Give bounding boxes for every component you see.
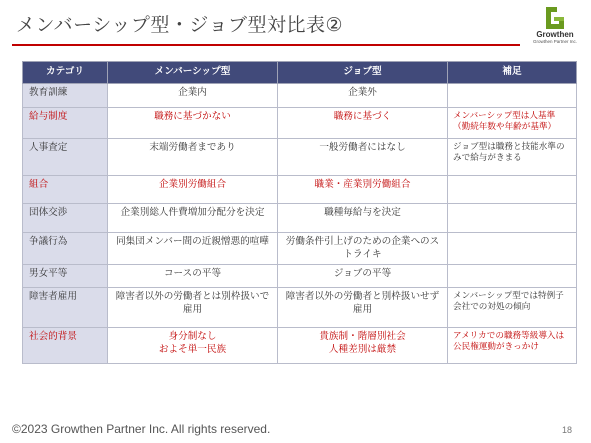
job-cell: 企業外 <box>278 84 448 108</box>
slide-title: メンバーシップ型・ジョブ型対比表② <box>16 14 344 36</box>
job-cell: 一般労働者にはなし <box>278 139 448 176</box>
note-cell <box>448 176 577 204</box>
company-logo <box>527 6 583 48</box>
table-row <box>23 176 577 204</box>
header-job: ジョブ型 <box>278 62 448 84</box>
note-cell <box>448 84 577 108</box>
category-cell: 人事査定 <box>23 139 108 176</box>
membership-cell: 障害者以外の労働者とは別枠扱いで雇用 <box>108 288 278 328</box>
table-row <box>23 265 577 288</box>
note-cell: メンバーシップ型では特例子会社での対処の傾向 <box>448 288 577 328</box>
job-cell: 貴族制・階層別社会 人種差別は厳禁 <box>278 328 448 364</box>
category-cell: 団体交渉 <box>23 204 108 233</box>
footer-copyright: ©2023 Growthen Partner Inc. All rights reserved. <box>12 422 271 436</box>
membership-cell: 企業別労働組合 <box>108 176 278 204</box>
membership-cell: 企業内 <box>108 84 278 108</box>
category-cell: 争議行為 <box>23 233 108 265</box>
category-cell: 給与制度 <box>23 108 108 139</box>
logo-subtitle: Growthen Partner Inc. <box>532 39 578 44</box>
header-membership: メンバーシップ型 <box>108 62 278 84</box>
table-row <box>23 328 577 364</box>
table-row <box>23 139 577 176</box>
job-cell: 障害者以外の労働者と別枠扱いせず雇用 <box>278 288 448 328</box>
note-cell: メンバーシップ型は人基準（勤続年数や年齢が基準） <box>448 108 577 139</box>
membership-cell: 企業別総人件費増加分配分を決定 <box>108 204 278 233</box>
table-row <box>23 108 577 139</box>
job-cell: ジョブの平等 <box>278 265 448 288</box>
page-number: 18 <box>562 425 573 435</box>
membership-cell: 末端労働者まであり <box>108 139 278 176</box>
category-cell: 男女平等 <box>23 265 108 288</box>
category-cell: 社会的背景 <box>23 328 108 364</box>
table-body <box>23 84 577 364</box>
membership-cell: コースの平等 <box>108 265 278 288</box>
header-category: カテゴリ <box>23 62 108 84</box>
table-header-row <box>23 62 577 84</box>
category-cell: 教育訓練 <box>23 84 108 108</box>
growthen-logo-icon <box>544 6 566 30</box>
header-note: 補足 <box>448 62 577 84</box>
note-cell: アメリカでの職務等級導入は公民権運動がきっかけ <box>448 328 577 364</box>
membership-cell: 同集団メンバー間の近親憎悪的喧嘩 <box>108 233 278 265</box>
membership-cell: 職務に基づかない <box>108 108 278 139</box>
table-row <box>23 233 577 265</box>
note-cell <box>448 233 577 265</box>
category-cell: 組合 <box>23 176 108 204</box>
job-cell: 職務に基づく <box>278 108 448 139</box>
table-row <box>23 288 577 328</box>
table-row <box>23 204 577 233</box>
comparison-table <box>22 61 577 364</box>
title-underline <box>12 44 520 46</box>
category-cell: 障害者雇用 <box>23 288 108 328</box>
note-cell <box>448 204 577 233</box>
membership-cell: 身分制なし およそ単一民族 <box>108 328 278 364</box>
job-cell: 労働条件引上げのための企業へのストライキ <box>278 233 448 265</box>
table-row <box>23 84 577 108</box>
job-cell: 職種毎給与を決定 <box>278 204 448 233</box>
logo-name: Growthen <box>536 30 574 39</box>
note-cell <box>448 265 577 288</box>
note-cell: ジョブ型は職務と技能水準のみで給与がきまる <box>448 139 577 176</box>
job-cell: 職業・産業別労働組合 <box>278 176 448 204</box>
